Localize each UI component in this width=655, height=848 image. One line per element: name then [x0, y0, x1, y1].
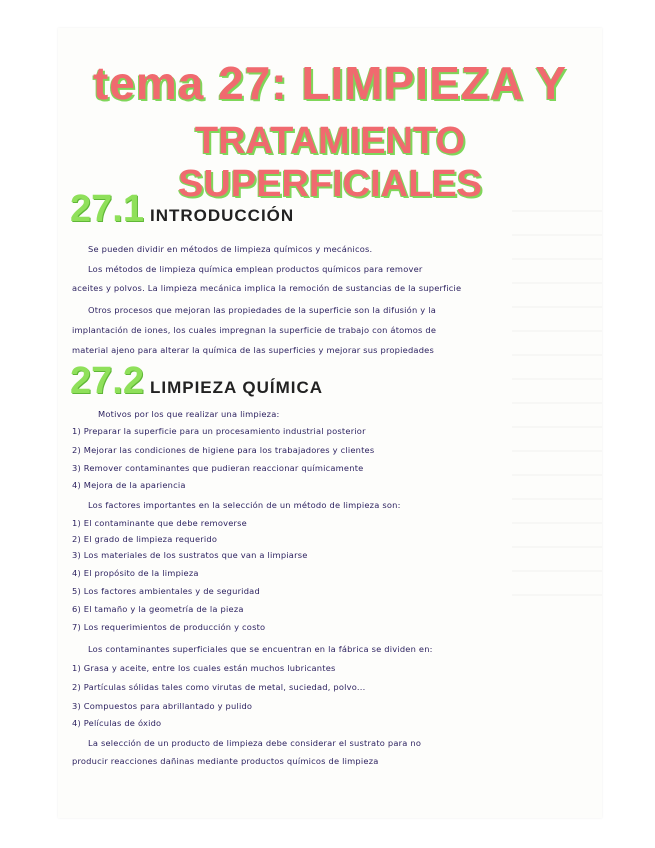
list-item: 4) Películas de óxido: [72, 718, 162, 728]
text-line: Motivos por los que realizar una limpieza:: [98, 409, 280, 419]
text-line: implantación de iones, los cuales impregnan la superficie de trabajo con átomos de: [72, 325, 437, 335]
list-item: 2) Mejorar las condiciones de higiene para los trabajadores y clientes: [72, 445, 375, 455]
list-item: 6) El tamaño y la geometría de la pieza: [72, 604, 244, 614]
list-item: 5) Los factores ambientales y de seguridad: [72, 586, 260, 596]
section-number: 27.2: [70, 360, 144, 402]
list-item: 3) Compuestos para abrillantado y pulido: [72, 701, 253, 711]
section-heading-introduccion: [70, 188, 294, 231]
list-item: 2) Partículas sólidas tales como virutas de metal, suciedad, polvo...: [72, 682, 366, 692]
text-line: Otros procesos que mejoran las propiedades de la superficie son la difusión y la: [88, 305, 436, 315]
text-line: Los factores importantes en la selección de un método de limpieza son:: [88, 500, 401, 510]
section-title: LIMPIEZA QUÍMICA: [149, 378, 324, 397]
text-line: La selección de un producto de limpieza debe considerar el sustrato para no: [88, 738, 422, 748]
list-item: 2) El grado de limpieza requerido: [72, 534, 218, 544]
page-title-line-2: TRATAMIENTO SUPERFICIALES: [177, 120, 483, 205]
text-line: Los métodos de limpieza química emplean productos químicos para remover: [88, 264, 423, 274]
list-item: 4) El propósito de la limpieza: [72, 568, 199, 578]
notebook-page: [58, 28, 602, 818]
section-title: INTRODUCCIÓN: [149, 206, 295, 225]
page-title-line-1: tema 27: LIMPIEZA Y: [92, 57, 567, 109]
text-line: aceites y polvos. La limpieza mecánica implica la remoción de sustancias de la superficie: [72, 283, 462, 293]
list-item: 1) Preparar la superficie para un procesamiento industrial posterior: [72, 426, 366, 436]
text-line: material ajeno para alterar la química de las superficies y mejorar sus propiedades: [72, 345, 435, 355]
list-item: 3) Los materiales de los sustratos que van a limpiarse: [72, 550, 308, 560]
section-heading-limpieza-quimica: [70, 360, 323, 403]
text-line: Se pueden dividir en métodos de limpieza químicos y mecánicos.: [88, 244, 373, 254]
list-item: 7) Los requerimientos de producción y costo: [72, 622, 266, 632]
list-item: 4) Mejora de la apariencia: [72, 480, 186, 490]
text-line: producir reacciones dañinas mediante productos químicos de limpieza: [72, 756, 379, 766]
list-item: 1) Grasa y aceite, entre los cuales están muchos lubricantes: [72, 663, 336, 673]
section-number: 27.1: [70, 188, 144, 230]
list-item: 1) El contaminante que debe removerse: [72, 518, 247, 528]
list-item: 3) Remover contaminantes que pudieran reaccionar químicamente: [72, 463, 364, 473]
text-line: Los contaminantes superficiales que se encuentran en la fábrica se dividen en:: [88, 644, 433, 654]
